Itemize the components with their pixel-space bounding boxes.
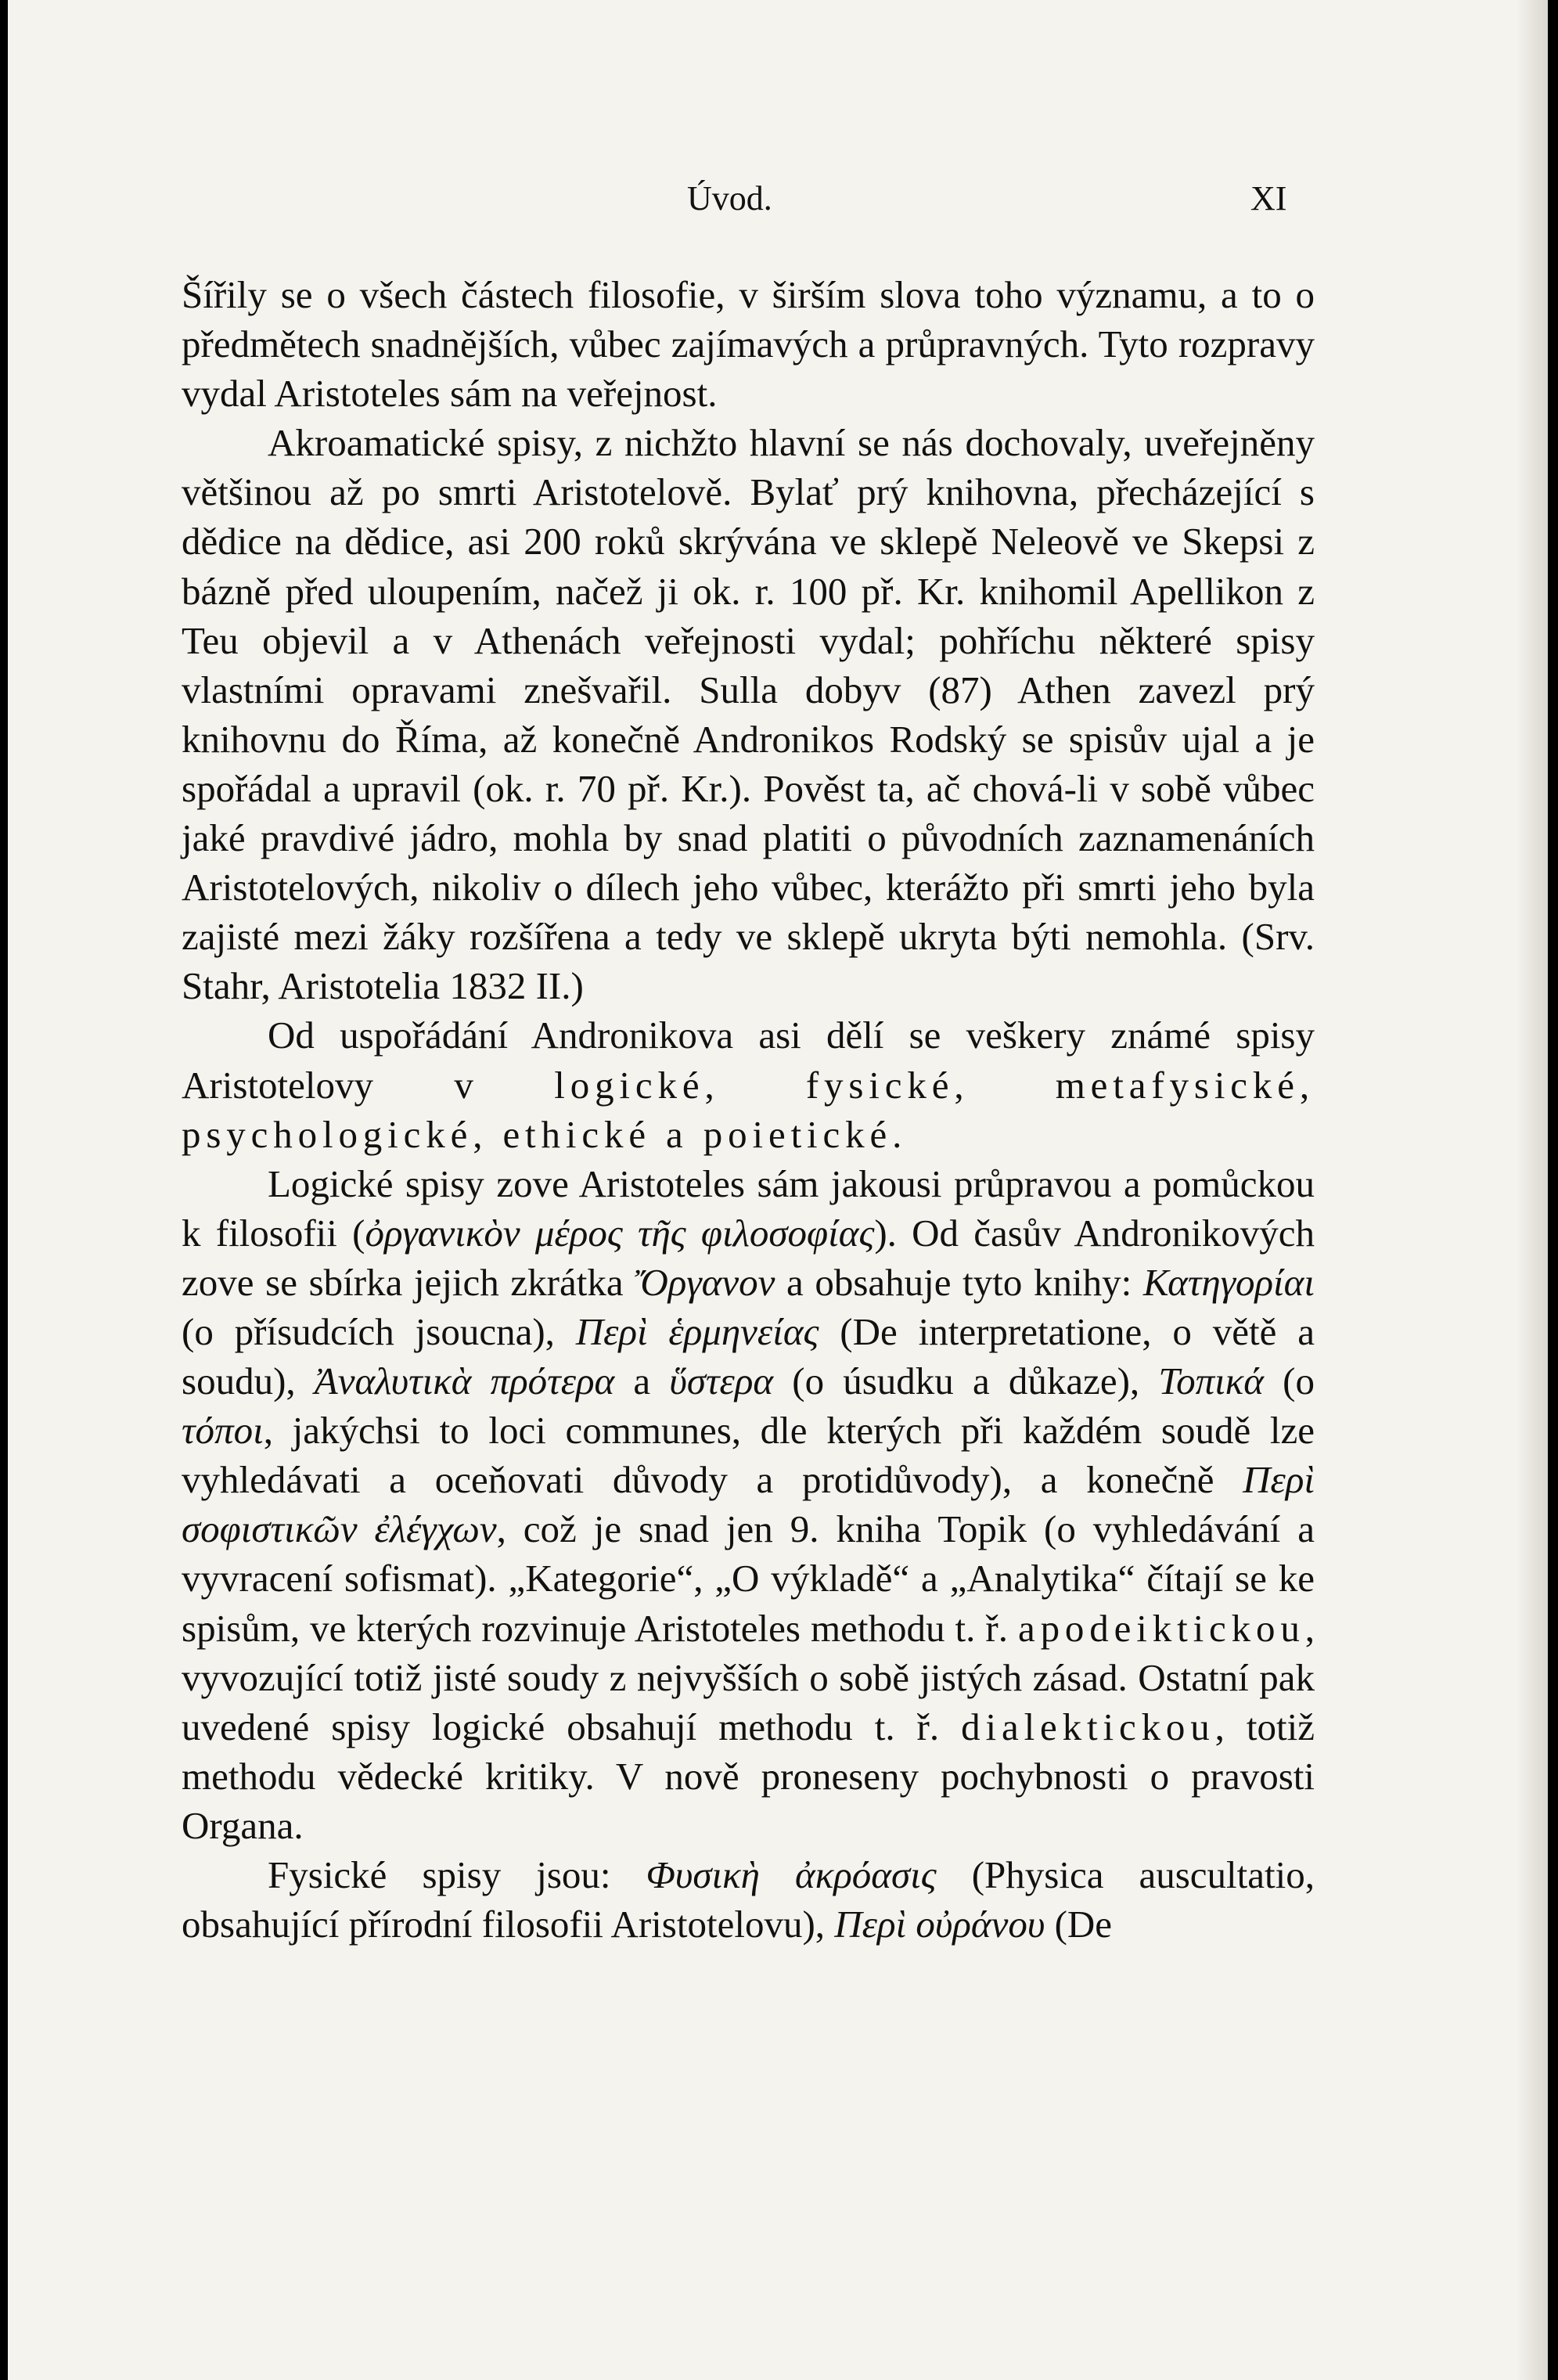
spaced-emphasis: dialektickou: [961, 1705, 1215, 1748]
greek-term: ὕστερα: [669, 1359, 774, 1403]
text-run: (o úsudku a důkaze),: [773, 1359, 1159, 1403]
greek-term: τόποι: [182, 1409, 264, 1453]
text-run: , jakýchsi to loci communes, dle kterých při každém soudě lze vyhledávati a oceňovati důvody a protidůvody), a konečně: [182, 1409, 1315, 1502]
greek-term: Περὶ οὐράνου: [834, 1903, 1045, 1946]
greek-term: Τοπικά: [1158, 1359, 1265, 1403]
paragraph: [182, 1850, 1315, 1949]
text-run: Šířily se o všech částech filosofie, v širším slova toho významu, a to o předmětech snadnějších, vůbec zajímavých a průpravných. Tyto rozpravy vydal Aristoteles sám na veřejnost.: [182, 273, 1315, 416]
text-run: Fysické spisy jsou:: [268, 1853, 646, 1896]
greek-term: Κατηγορίαι: [1142, 1260, 1315, 1304]
greek-term: Περὶ σοφιστικῶν ἐλέγχων: [182, 1458, 1315, 1551]
greek-term: ὀργανικὸν μέρος τῆς φιλοσοφίας: [365, 1211, 875, 1255]
spaced-emphasis: apodeiktickou: [1017, 1606, 1305, 1650]
greek-term: Φυσικὴ ἀκρόασις: [646, 1853, 937, 1896]
text-run: , vyvozující totiž jisté soudy z nejvyšších o sobě jistých zásad. Ostatní pak uvedené spisy logické obsahují methodu t. ř.: [182, 1606, 1315, 1748]
text-run: a obsahuje tyto knihy:: [775, 1260, 1143, 1304]
greek-term: Ὄργανον: [635, 1260, 775, 1304]
text-run: (Physica auscultatio, obsahující přírodní filosofii Aristotelovu),: [182, 1853, 1315, 1946]
page-edge-shadow: [1517, 0, 1548, 2380]
book-page: [8, 0, 1548, 2380]
paragraph: [182, 270, 1315, 418]
text-run: (De: [1045, 1903, 1113, 1946]
text-run: (o: [1264, 1359, 1315, 1403]
spaced-emphasis: logické, fysické, metafysické, psychologické, ethické a poietické.: [182, 1063, 1315, 1156]
paragraph: [182, 1159, 1315, 1850]
text-run: , totiž methodu vědecké kritiky. V nově proneseny pochybnosti o pravosti Organa.: [182, 1705, 1315, 1847]
text-run: ). Od časův Andronikových zove se sbírka jejich zkrátka: [182, 1211, 1315, 1304]
chapter-title: Úvod.: [687, 179, 772, 218]
text-run: Akroamatické spisy, z nichžto hlavní se nás dochovaly, uveřejněny většinou až po smrti Aristotelově. Bylať prý knihovna, přecházející s dědice na dědice, asi 200 roků skrývána ve sklepě Neleově ve Skepsi z bázně před uloupením, načež ji ok. r. 100 př. Kr. knihomil Apellikon z Teu objevil a v Athenách veřejnosti vydal; pohříchu některé spisy vlastními opravami znešvařil. Sulla dobyv (87) Athen zavezl prý knihovnu do Říma, až konečně Andronikos Rodský se spisův ujal a je spořádal a upravil (ok. r. 70 př. Kr.). Pověst ta, ač chová-li v sobě vůbec jaké pravdivé jádro, mohla by snad platiti o původních zaznamenáních Aristotelových, nikoliv o dílech jeho vůbec, kterážto při smrti jeho byla zajisté mezi žáky rozšířena a tedy ve sklepě ukryta býti nemohla. (Srv. Stahr, Aristotelia 1832 II.): [182, 421, 1315, 1008]
body-text: [182, 270, 1315, 1949]
greek-term: Ἀναλυτικὰ πρότερα: [314, 1359, 615, 1403]
text-run: , což je snad jen 9. kniha Topik (o vyhledávání a vyvracení sofismat). „Kategorie“, „O výkladě“ a „Analytika“ čítají se ke spisům, ve kterých rozvinuje Aristoteles methodu t. ř.: [182, 1507, 1315, 1650]
paragraph: [182, 418, 1315, 1010]
running-header: [8, 178, 1548, 225]
text-run: (o přísudcích jsoucna),: [182, 1309, 576, 1353]
page-number: XI: [1250, 179, 1287, 218]
paragraph: [182, 1010, 1315, 1158]
text-run: (De interpretatione, o větě a soudu),: [182, 1309, 1315, 1403]
greek-term: Περὶ ἑρμηνείας: [575, 1309, 819, 1353]
text-run: a: [614, 1359, 670, 1403]
text-run: Logické spisy zove Aristoteles sám jakousi průpravou a pomůckou k filosofii (: [182, 1161, 1315, 1255]
text-run: Od uspořádání Andronikova asi dělí se veškery známé spisy Aristotelovy v: [182, 1014, 1315, 1107]
